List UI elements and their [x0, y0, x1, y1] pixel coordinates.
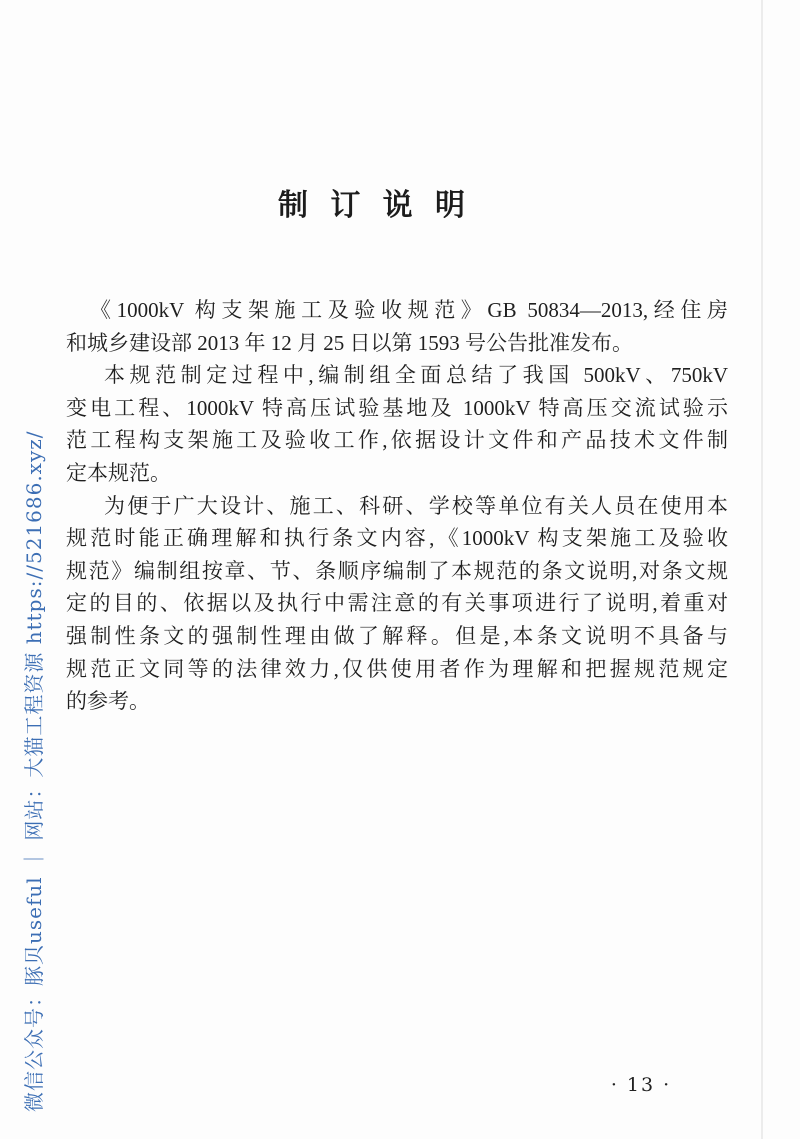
paragraph — [66, 359, 728, 489]
page-title: 制 订 说 明 — [277, 189, 472, 222]
scan-edge-artifact — [761, 0, 763, 1139]
text-line: 范工程构支架施工及验收工作,依据设计文件和产品技术文件制 — [66, 428, 728, 453]
text-line: 和城乡建设部 2013 年 12 月 25 日以第 1593 号公告批准发布。 — [66, 330, 633, 355]
text-line: 变电工程、1000kV 特高压试验基地及 1000kV 特高压交流试验示 — [66, 395, 728, 420]
text-line: 本规范制定过程中,编制组全面总结了我国 500kV、750kV — [104, 363, 728, 388]
page-number: · 13 · — [610, 1074, 672, 1096]
body-text — [66, 294, 728, 718]
text-line: 规范》编制组按章、节、条顺序编制了本规范的条文说明,对条文规 — [66, 558, 728, 583]
paragraph — [66, 490, 728, 718]
watermark-text: 微信公众号：豚贝useful ｜ 网站：大猫工程资源 https://521686.xyz/ — [22, 430, 46, 1112]
text-line: 强制性条文的强制性理由做了解释。但是,本条文说明不具备与 — [66, 623, 728, 648]
text-line: 定的目的、依据以及执行中需注意的有关事项进行了说明,着重对 — [66, 591, 728, 616]
text-line: 《1000kV 构支架施工及验收规范》GB 50834—2013,经住房 — [90, 298, 728, 322]
paragraph — [66, 294, 728, 359]
text-line: 为便于广大设计、施工、科研、学校等单位有关人员在使用本 — [104, 493, 728, 518]
text-line: 规范时能正确理解和执行条文内容,《1000kV 构支架施工及验收 — [66, 526, 728, 551]
text-line: 规范正文同等的法律效力,仅供使用者作为理解和把握规范规定 — [66, 656, 728, 681]
text-line: 定本规范。 — [66, 460, 171, 485]
text-line: 的参考。 — [66, 689, 150, 714]
